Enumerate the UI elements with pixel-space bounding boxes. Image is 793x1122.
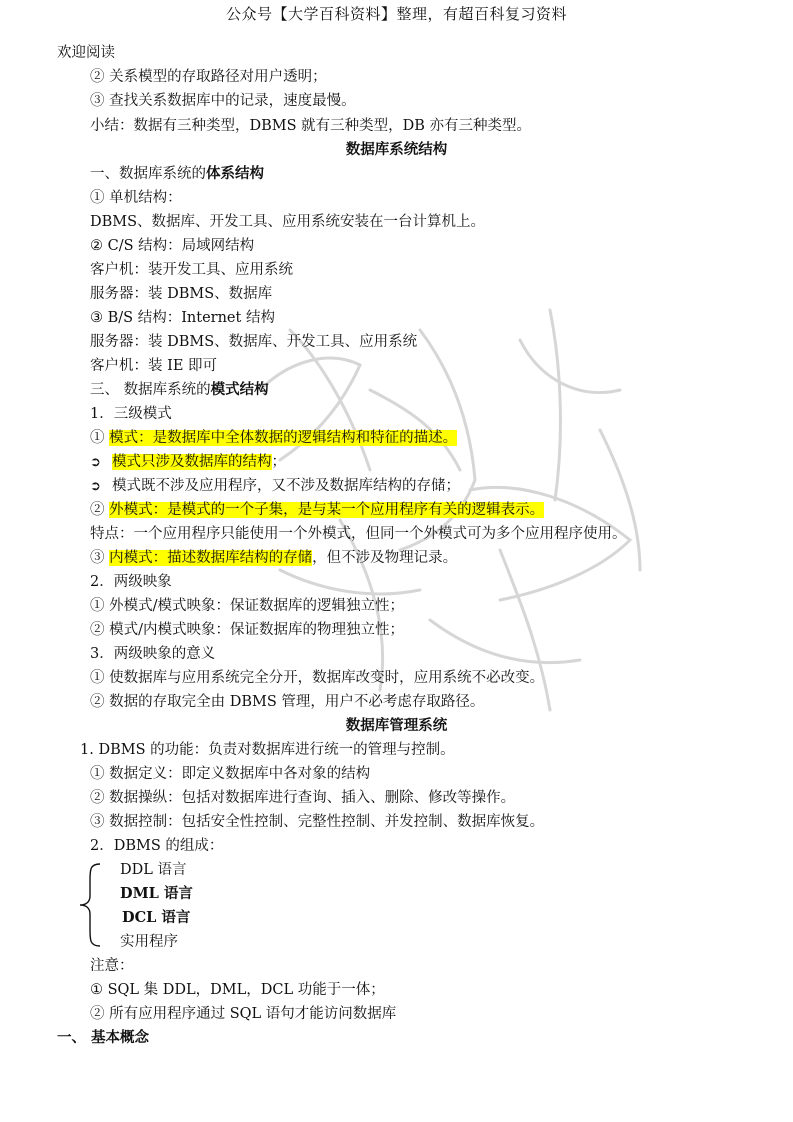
mode-sub-1: 1．三级模式 xyxy=(90,406,172,422)
arch-line-5: 服务器：装 DBMS、数据库 xyxy=(90,286,273,302)
mode-line-2 xyxy=(90,451,286,474)
section-title-dbms: 数据库管理系统 xyxy=(345,717,448,734)
mode-line-9: ① 使数据库与应用系统完全分开，数据库改变时，应用系统不必改变。 xyxy=(90,670,545,686)
section-title-arch: 数据库系统结构 xyxy=(345,141,448,158)
mode-line-6-end: ，但不涉及物理记录。 xyxy=(312,550,458,566)
note-line-2: ② 所有应用程序通过 SQL 语句才能访问数据库 xyxy=(90,1006,397,1022)
dbms-line-3: ② 数据操纵：包括对数据库进行查询、插入、删除、修改等操作。 xyxy=(90,790,516,806)
mode-line-8: ② 模式/内模式映象：保证数据库的物理独立性； xyxy=(90,622,404,638)
dbms-comp-util: 实用程序 xyxy=(120,934,178,950)
mode-heading xyxy=(90,379,269,401)
mode-line-4-highlight: 外模式：是模式的一个子集，是与某一个应用程序有关的逻辑表示 xyxy=(109,502,530,518)
mode-line-1-end: 。 xyxy=(442,430,458,446)
arch-line-8: 客户机：装 IE 即可 xyxy=(90,358,218,374)
mode-line-2-end: ； xyxy=(271,454,286,470)
mode-line-6-highlight: 内模式：描述数据库结构的存储 xyxy=(109,550,313,566)
curly-brace-icon xyxy=(78,862,102,948)
arch-line-2: DBMS、数据库、开发工具、应用系统安装在一台计算机上。 xyxy=(90,214,486,230)
arch-heading-bold: 体系结构 xyxy=(206,165,264,182)
mode-line-4 xyxy=(90,499,544,521)
arch-line-7: 服务器：装 DBMS、数据库、开发工具、应用系统 xyxy=(90,334,418,350)
mode-sub-3: 3．两级映象的意义 xyxy=(90,646,216,662)
dbms-comp-dcl: DCL 语言 xyxy=(122,909,191,926)
welcome-text: 欢迎阅读 xyxy=(57,45,115,61)
mode-line-7: ① 外模式/模式映象：保证数据库的逻辑独立性； xyxy=(90,598,404,614)
mode-line-6-num: ③ xyxy=(90,550,110,566)
intro-summary: 小结：数据有三种类型，DBMS 就有三种类型，DB 亦有三种类型。 xyxy=(90,118,532,134)
intro-item-3: ③ 查找关系数据库中的记录，速度最慢。 xyxy=(90,93,356,109)
mode-line-3-text: 模式既不涉及应用程序，又不涉及数据库结构的存储； xyxy=(112,478,460,494)
arch-line-6: ③ B/S 结构：Internet 结构 xyxy=(90,310,275,326)
arch-heading xyxy=(90,163,264,185)
arch-line-1: ① 单机结构： xyxy=(90,190,182,206)
arrow-bullet-icon: ➲ xyxy=(90,479,101,494)
intro-item-2: ② 关系模型的存取路径对用户透明； xyxy=(90,69,327,85)
mode-line-5: 特点：一个应用程序只能使用一个外模式，但同一个外模式可为多个应用程序使用。 xyxy=(90,526,627,542)
arch-heading-prefix: 一、数据库系统的 xyxy=(90,166,206,182)
mode-line-1 xyxy=(90,427,457,449)
dbms-line-2: ① 数据定义：即定义数据库中各对象的结构 xyxy=(90,766,371,782)
mode-line-6 xyxy=(90,547,457,569)
mode-heading-prefix: 三、 数据库系统的 xyxy=(90,382,211,398)
dbms-line-4: ③ 数据控制：包括安全性控制、完整性控制、并发控制、数据库恢复。 xyxy=(90,814,545,830)
mode-line-1-highlight: 模式：是数据库中全体数据的逻辑结构和特征的描述 xyxy=(109,430,443,446)
mode-line-10: ② 数据的存取完全由 DBMS 管理，用户不必考虑存取路径。 xyxy=(90,694,485,710)
arch-line-3: ② C/S 结构：局域网结构 xyxy=(90,238,255,254)
mode-line-3 xyxy=(90,475,460,498)
mode-line-1-num: ① xyxy=(90,430,110,446)
dbms-comp-ddl: DDL 语言 xyxy=(120,862,187,878)
arch-line-4: 客户机：装开发工具、应用系统 xyxy=(90,262,293,278)
mode-line-4-end: 。 xyxy=(529,502,545,518)
note-label: 注意： xyxy=(90,958,134,974)
arrow-bullet-icon: ➲ xyxy=(90,455,101,470)
dbms-line-5: 2．DBMS 的组成： xyxy=(90,838,224,854)
mode-sub-2: 2．两级映象 xyxy=(90,574,172,590)
page-header: 公众号【大学百科资料】整理，有超百科复习资料 xyxy=(225,5,567,23)
basic-concepts-heading: 一、 基本概念 xyxy=(57,1029,150,1046)
mode-heading-bold: 模式结构 xyxy=(210,381,269,398)
dbms-comp-dml: DML 语言 xyxy=(120,885,193,902)
mode-line-4-num: ② xyxy=(90,502,110,518)
mode-line-2-highlight: 模式只涉及数据库的结构 xyxy=(112,454,272,470)
dbms-line-1: 1. DBMS 的功能：负责对数据库进行统一的管理与控制。 xyxy=(80,742,455,758)
note-line-1: ① SQL 集 DDL，DML，DCL 功能于一体； xyxy=(90,982,385,998)
